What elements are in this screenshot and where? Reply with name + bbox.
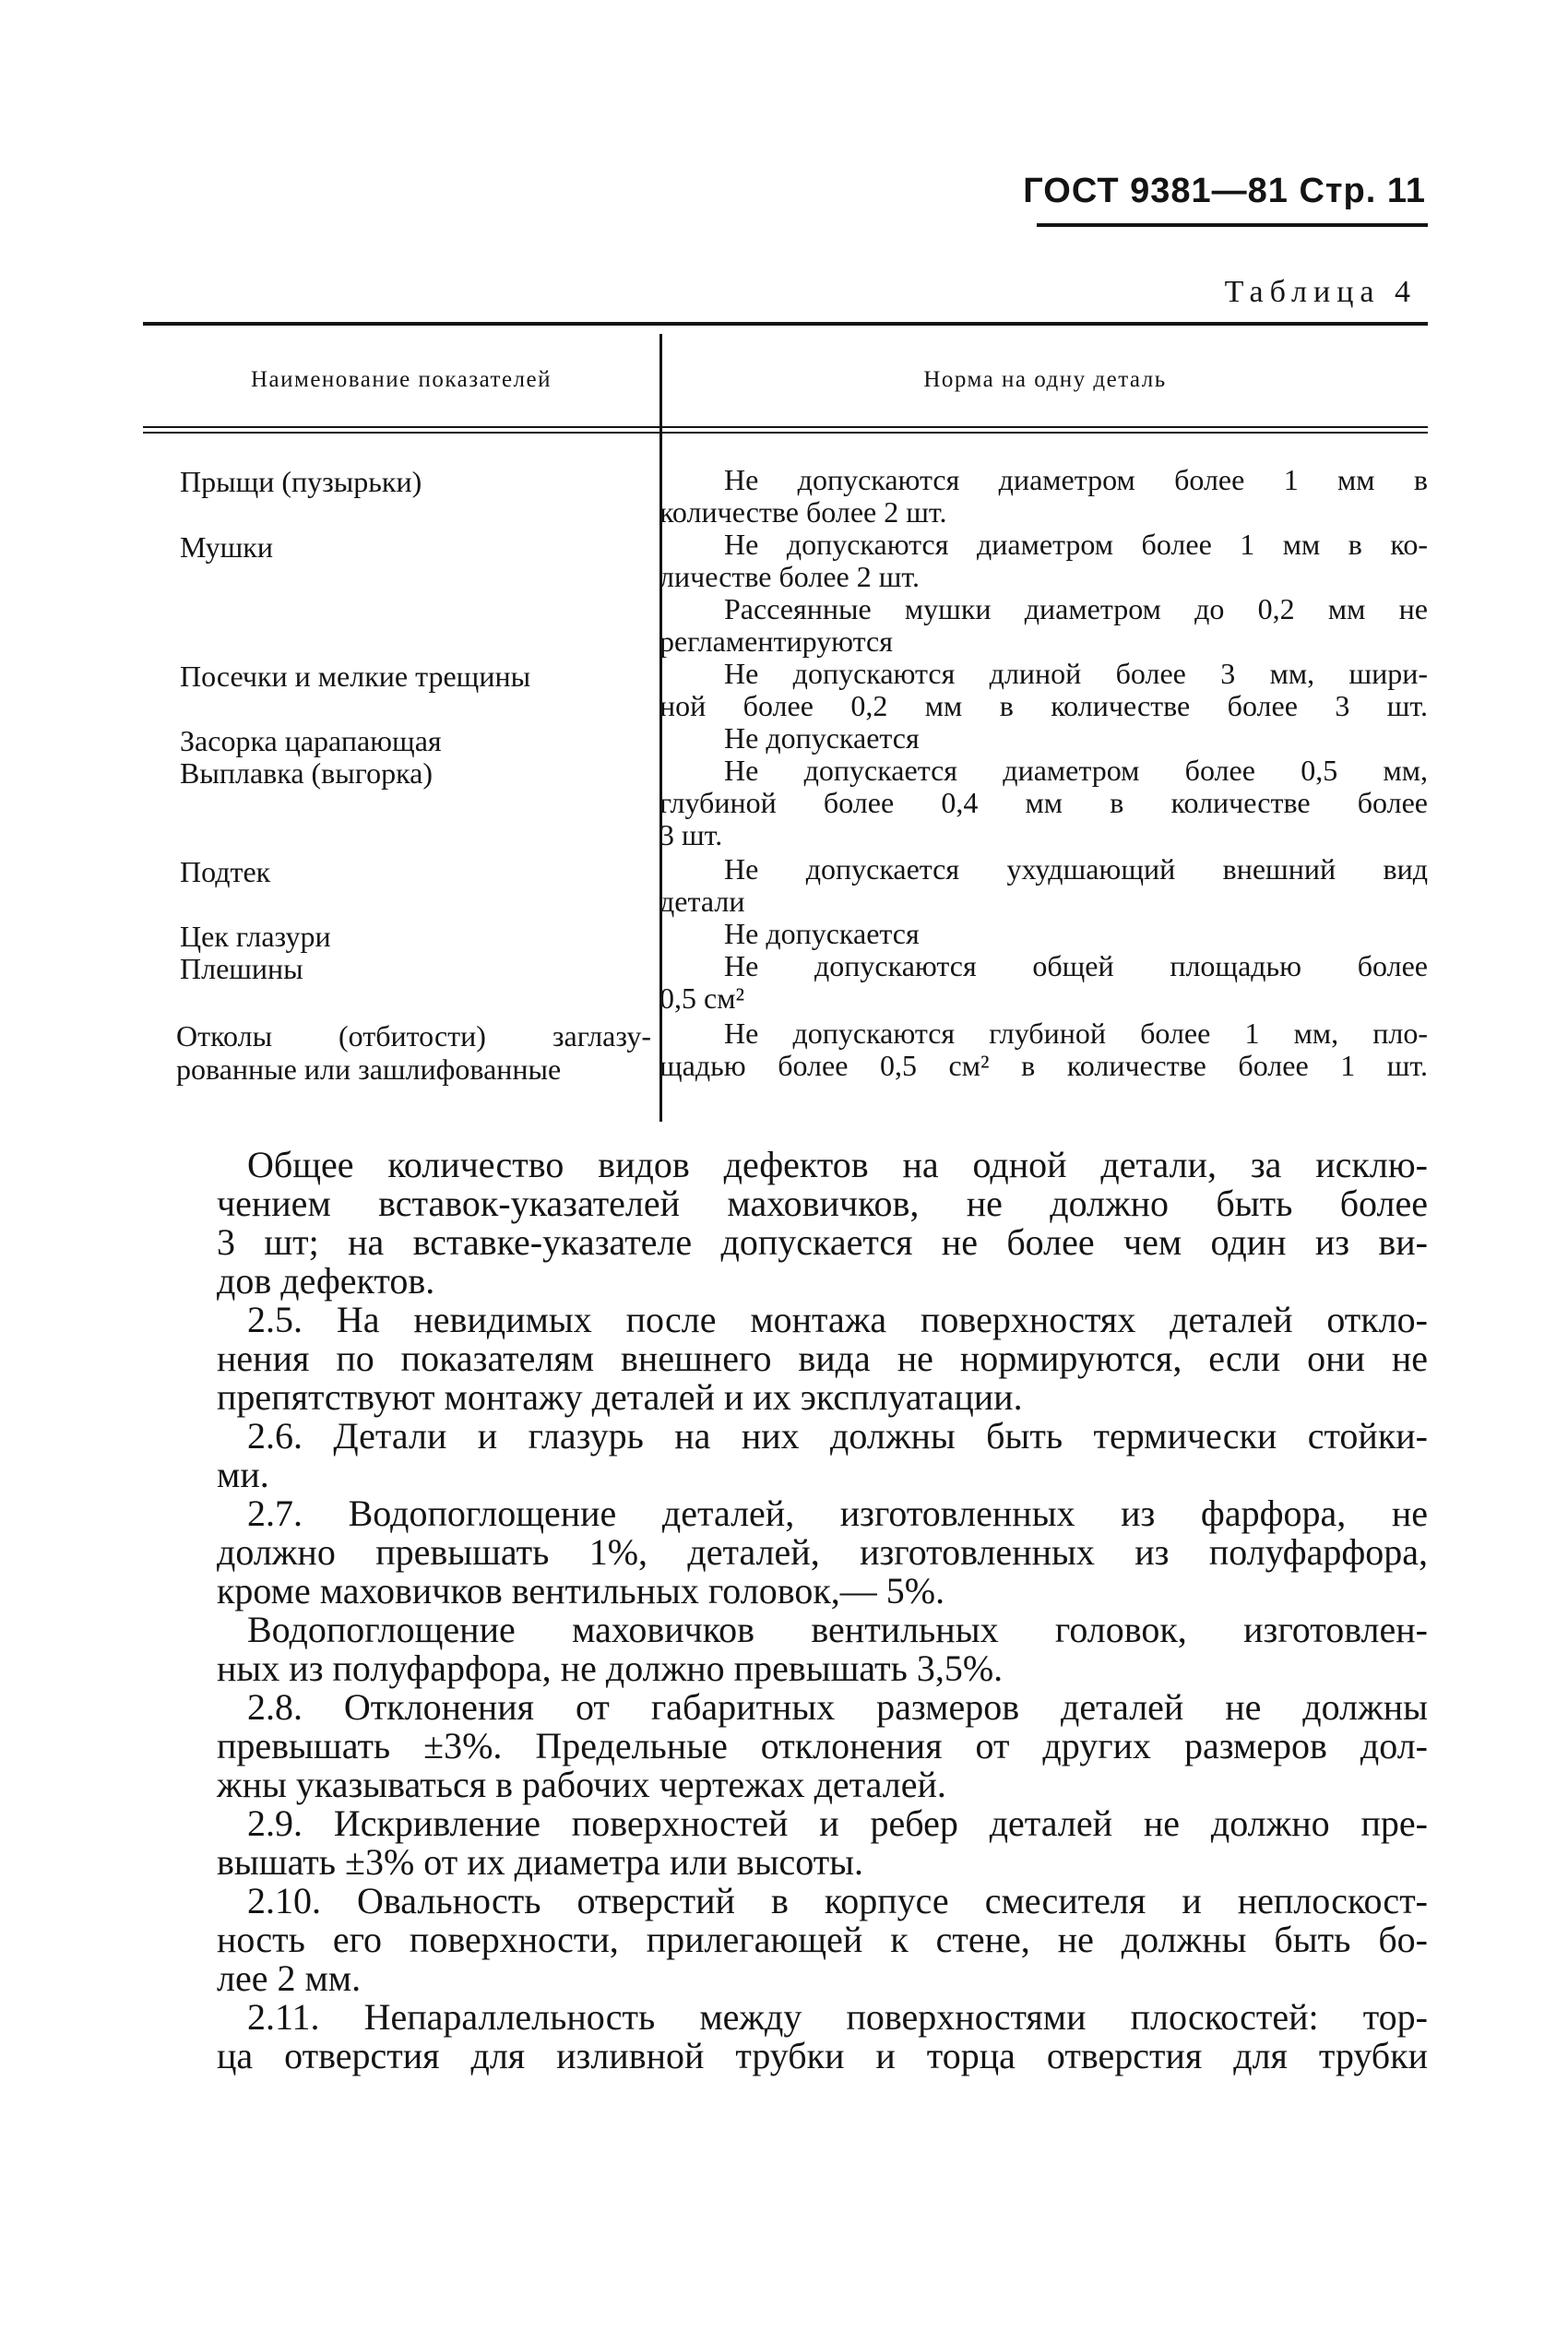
- row-name-line: Цек глазури: [180, 920, 331, 953]
- body-text: [217, 1146, 1428, 2075]
- paragraph: [217, 1301, 1428, 1417]
- row-name-line: Посечки и мелкие трещины: [180, 660, 531, 693]
- text-line: должно превышать 1%, деталей, изготовленных из полуфарфора,: [217, 1531, 1428, 1573]
- paragraph: [217, 1417, 1428, 1494]
- row-name-line: Прыщи (пузырьки): [180, 465, 422, 498]
- text-line: кроме маховичков вентильных головок,— 5%.: [217, 1570, 945, 1611]
- table-row-norm: [659, 754, 1428, 851]
- text-line: 2.8. Отклонения от габаритных размеров деталей не должны: [247, 1686, 1428, 1728]
- row-norm-line: Не допускаются длиной более 3 мм, шири-: [724, 657, 1428, 690]
- table-row-name: [180, 756, 646, 790]
- text-line: ность его поверхности, прилегающей к стене, не должны быть бо-: [217, 1919, 1428, 1960]
- row-name-line: рованные или зашлифованные: [176, 1053, 562, 1086]
- row-norm-line: 3 шт.: [659, 818, 723, 851]
- table-row-norm: [692, 722, 1428, 755]
- text-line: 2.5. На невидимых после монтажа поверхностях деталей откло-: [247, 1299, 1428, 1340]
- table-row-norm: [659, 657, 1428, 722]
- row-norm-line: Не допускаются диаметром более 1 мм в: [724, 463, 1428, 496]
- text-line: 2.11. Непараллельность между поверхностями плоскостей: тор-: [247, 1996, 1428, 2038]
- table-row-norm: [659, 463, 1428, 529]
- text-line: Общее количество видов дефектов на одной детали, за исклю-: [247, 1144, 1428, 1185]
- row-name-line: Отколы (отбитости) заглазу-: [176, 1019, 651, 1053]
- text-line: Водопоглощение маховичков вентильных головок, изготовлен-: [247, 1609, 1428, 1650]
- row-norm-line: Рассеянные мушки диаметром до 0,2 мм не: [724, 592, 1428, 625]
- table-row-name: [176, 1019, 651, 1086]
- text-line: лее 2 мм.: [217, 1957, 362, 1999]
- paragraph: [217, 1804, 1428, 1882]
- table-row-name: [180, 724, 646, 757]
- row-norm-line: Не допускается: [724, 917, 920, 950]
- row-name-line: Мушки: [180, 530, 273, 564]
- table-row-norm: [659, 949, 1428, 1015]
- table-row-norm: [692, 918, 1428, 950]
- header-rule: [1037, 223, 1428, 227]
- row-norm-line: детали: [659, 885, 745, 918]
- row-name-line: Засорка царапающая: [180, 724, 442, 757]
- table-caption: Таблица 4: [1224, 275, 1417, 309]
- paragraph: [217, 1611, 1428, 1688]
- row-name-line: Подтек: [180, 855, 271, 888]
- column-header-indicator: Наименование показателей: [250, 367, 552, 392]
- row-norm-line: Не допускается диаметром более 0,5 мм,: [724, 754, 1428, 787]
- paragraph: [217, 1882, 1428, 1998]
- row-norm-line: Не допускаются диаметром более 1 мм в ко-: [724, 528, 1428, 561]
- row-norm-line: 0,5 см²: [659, 981, 745, 1015]
- text-line: дов дефектов.: [217, 1260, 435, 1302]
- row-norm-line: Не допускаются общей площадью более: [724, 949, 1428, 982]
- header-rule-upper: [143, 426, 1428, 428]
- text-line: жны указываться в рабочих чертежах деталей.: [217, 1764, 946, 1805]
- page-header: ГОСТ 9381—81 Стр. 11: [1023, 172, 1426, 210]
- text-line: 2.9. Искривление поверхностей и ребер деталей не должно пре-: [247, 1802, 1428, 1844]
- table-row-name: [180, 855, 646, 888]
- row-norm-line: щадью более 0,5 см² в количестве более 1 шт.: [659, 1049, 1428, 1082]
- text-line: вышать ±3% от их диаметра или высоты.: [217, 1841, 864, 1883]
- row-norm-line: Не допускаются глубиной более 1 мм, пло-: [724, 1017, 1428, 1050]
- row-name-line: Плешины: [180, 952, 303, 985]
- document-page: [143, 0, 1428, 2331]
- table-top-rule: [143, 322, 1428, 326]
- text-line: чением вставок-указателей маховичков, не должно быть более: [217, 1183, 1428, 1224]
- row-norm-line: личестве более 2 шт.: [659, 560, 920, 593]
- paragraph: [217, 1146, 1428, 1301]
- text-line: препятствуют монтажу деталей и их эксплуатации.: [217, 1376, 1023, 1418]
- paragraph: [217, 1998, 1428, 2075]
- text-line: ми.: [217, 1454, 269, 1495]
- text-line: превышать ±3%. Предельные отклонения от других размеров дол-: [217, 1725, 1428, 1766]
- text-line: 2.10. Овальность отверстий в корпусе смесителя и неплоскост-: [247, 1880, 1428, 1921]
- column-header-norm: Норма на одну деталь: [923, 367, 1167, 392]
- header-rule-lower: [143, 432, 1428, 434]
- row-norm-line: регламентируются: [659, 624, 893, 658]
- text-line: 2.6. Детали и глазурь на них должны быть термически стойки-: [247, 1415, 1428, 1457]
- paragraph: [217, 1688, 1428, 1804]
- table-row-norm: [659, 528, 1428, 658]
- text-line: ца отверстия для изливной трубки и торца отверстия для трубки: [217, 2035, 1428, 2076]
- table-row-name: [180, 952, 646, 985]
- table-row-name: [180, 660, 646, 693]
- row-norm-line: Не допускается ухудшающий внешний вид: [724, 852, 1428, 886]
- table-row-name: [180, 920, 646, 953]
- text-line: 2.7. Водопоглощение деталей, изготовленных из фарфора, не: [247, 1493, 1428, 1534]
- text-line: 3 шт; на вставке-указателе допускается не более чем один из ви-: [217, 1221, 1428, 1263]
- row-norm-line: количестве более 2 шт.: [659, 495, 947, 529]
- table-row-norm: [659, 852, 1428, 918]
- row-norm-line: глубиной более 0,4 мм в количестве более: [659, 786, 1428, 819]
- row-norm-line: Не допускается: [724, 721, 920, 755]
- table-row-name: [180, 465, 646, 498]
- row-norm-line: ной более 0,2 мм в количестве более 3 шт.: [659, 689, 1428, 722]
- text-line: нения по показателям внешнего вида не нормируются, если они не: [217, 1338, 1428, 1379]
- table-row-name: [180, 530, 646, 564]
- row-name-line: Выплавка (выгорка): [180, 756, 434, 790]
- table-row-norm: [659, 1017, 1428, 1082]
- text-line: ных из полуфарфора, не должно превышать 3,5%.: [217, 1647, 1004, 1689]
- paragraph: [217, 1494, 1428, 1611]
